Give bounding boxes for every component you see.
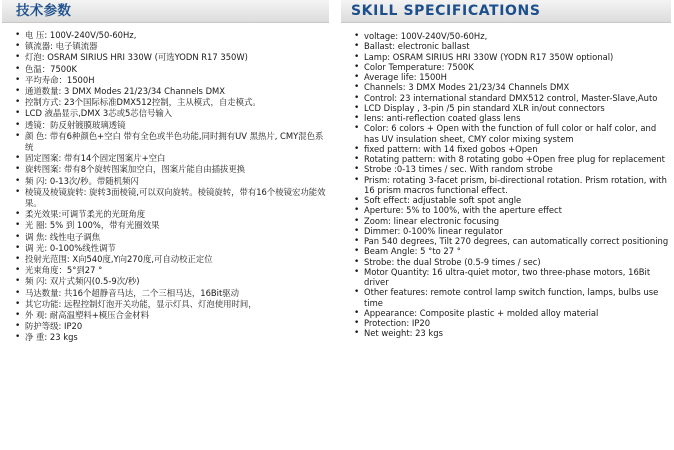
bullet-icon: • [354,174,360,185]
spec-item [14,176,329,187]
bullet-icon: • [15,153,21,164]
spec-item-text: 柔光效果:可调节柔光的光斑角度 [25,209,146,220]
bullet-icon: • [354,102,360,113]
spec-item-text: 调 光: 0-100%线性调节 [25,242,116,253]
spec-item [14,232,329,243]
spec-item-text: 旋转图案: 带有8个旋转图案加空白，图案片能自由插拔更换 [25,164,246,175]
bullet-icon: • [15,74,21,85]
bullet-icon: • [15,276,21,287]
spec-item-text: Color: 6 colors + Open with the function of full color or half color, and has UV insulation sheet, CMY color mixing system [364,123,657,144]
bullet-icon: • [15,298,21,309]
spec-item [14,209,329,220]
spec-item [14,108,329,119]
spec-item [14,187,329,209]
spec-item-text: LCD Display , 3-pin /5 pin standard XLR in/out connectors [364,102,605,113]
spec-item [353,246,671,256]
spec-item-text: Control: 23 international standard DMX512 control, Master-Slave,Auto [364,92,658,103]
bullet-icon: • [15,321,21,332]
spec-item [353,267,671,288]
spec-item [353,216,671,226]
spec-item-text: Zoom: linear electronic focusing [364,215,500,226]
bullet-icon: • [354,246,360,257]
bullet-icon: • [354,41,360,52]
spec-item-text: 通道数量: 3 DMX Modes 21/23/34 Channels DMX [25,86,225,97]
spec-item [353,195,671,205]
bullet-icon: • [354,154,360,164]
spec-item [14,265,329,276]
bullet-icon: • [15,175,21,186]
spec-item-text: 光 圈: 5% 到 100%，带有光圈效果 [25,220,160,231]
spec-item-text: Protection: IP20 [364,318,431,328]
bullet-icon: • [354,51,360,62]
spec-item-text: Prism: rotating 3-facet prism, bi-directional rotation. Prism rotation, with 16 prism macros functional effect. [364,174,667,195]
spec-item-text: 投射光范围: X向540度,Y向270度,可自动校正定位 [25,254,213,265]
spec-item [14,30,329,41]
spec-item-text: 平均寿命：1500H [25,74,95,85]
bullet-icon: • [354,236,360,246]
spec-item [14,131,329,153]
bullet-icon: • [354,72,360,82]
spec-item-text: Net weight: 23 kgs [364,328,443,339]
spec-item [353,93,671,103]
bullet-icon: • [15,86,21,97]
chinese-spec-list [2,30,329,344]
spec-item [14,75,329,86]
spec-item-text: Channels: 3 DMX Modes 21/23/34 Channels DMX [364,82,570,93]
spec-item [353,113,671,123]
spec-item-text: 灯泡: OSRAM SIRIUS HRI 330W (可选YODN R17 350W) [25,52,248,63]
spec-item-text: Appearance: Composite plastic + molded alloy material [364,307,599,318]
bullet-icon: • [15,231,21,242]
spec-item [353,257,671,267]
bullet-icon: • [354,205,360,216]
english-spec-list [341,31,671,339]
spec-item [353,123,671,144]
chinese-section-title: 技术参数 [2,0,329,23]
bullet-icon: • [15,108,21,119]
spec-item [353,308,671,318]
spec-item [14,220,329,231]
spec-item [353,175,671,196]
spec-item [353,287,671,308]
spec-item-text: 其它功能: 远程控制灯泡开关功能，显示灯具、灯泡使用时间， [25,298,257,309]
spec-item [14,321,329,332]
spec-item [14,310,329,321]
bullet-icon: • [354,113,360,123]
bullet-icon: • [354,256,360,267]
bullet-icon: • [354,287,360,298]
bullet-icon: • [15,130,21,141]
spec-item-text: 净 重: 23 kgs [25,332,78,343]
spec-item [353,31,671,41]
bullet-icon: • [354,215,360,226]
bullet-icon: • [15,310,21,321]
spec-item [14,164,329,175]
spec-item-text: voltage: 100V-240V/50-60Hz, [364,31,488,41]
spec-item-text: Motor Quantity: 16 ultra-quiet motor, two three-phase motors, 16Bit driver [364,266,651,287]
bullet-icon: • [15,287,21,298]
bullet-icon: • [15,242,21,253]
spec-item-text: 电 压: 100V-240V/50-60Hz, [25,30,137,40]
spec-item-text: Dimmer: 0-100% linear regulator [364,225,503,236]
bullet-icon: • [354,61,360,72]
spec-item-text: Other features: remote control lamp switch function, lamps, bulbs use time [364,287,659,308]
spec-item-text: 频 闪: 双片式频闪(0.5-9次/秒) [25,276,140,287]
bullet-icon: • [15,254,21,265]
spec-item-text: 频 闪: 0-13次/秒。带随机频闪 [25,175,139,186]
spec-item [353,52,671,62]
english-specifications-panel [341,0,671,339]
spec-item [353,41,671,51]
spec-item [353,144,671,154]
bullet-icon: • [354,266,360,277]
bullet-icon: • [354,31,360,41]
bullet-icon: • [354,195,360,205]
spec-item [353,318,671,328]
bullet-icon: • [15,41,21,52]
spec-item [14,243,329,254]
spec-item [353,62,671,72]
spec-item-text: Beam Angle: 5 °to 27 ° [364,246,461,257]
bullet-icon: • [15,63,21,74]
spec-item-text: 控制方式: 23个国际标准DMX512控制，主从模式，自走模式。 [25,97,261,108]
bullet-icon: • [354,143,360,154]
bullet-icon: • [15,220,21,231]
spec-item [14,64,329,75]
bullet-icon: • [354,307,360,318]
spec-item [14,52,329,63]
spec-item [353,72,671,82]
bullet-icon: • [15,52,21,63]
english-section-title: SKILL SPECIFICATIONS [341,0,671,23]
bullet-icon: • [15,209,21,220]
bullet-icon: • [15,97,21,108]
spec-item [353,103,671,113]
spec-item [14,276,329,287]
spec-item-text: Aperture: 5% to 100%, with the aperture effect [364,205,562,216]
spec-item-text: Strobe: the dual Strobe (0.5-9 times / sec) [364,256,541,267]
spec-item [353,205,671,215]
spec-item-text: 防护等级: IP20 [25,321,83,332]
chinese-specifications-panel [2,0,329,344]
spec-item-text: 光束角度：5°到27 ° [25,265,103,276]
spec-item-text: 色温：7500K [25,63,77,74]
spec-item [353,328,671,338]
bullet-icon: • [354,92,360,103]
spec-item-text: 调 焦: 线性电子调焦 [25,231,101,242]
spec-item [14,288,329,299]
spec-item-text: Strobe :0-13 times / sec. With random strobe [364,164,553,175]
spec-item-text: 棱镜及棱镜旋转: 旋转3面棱镜,可以双向旋转。棱镜旋转，带有16个棱镜宏功能效果。 [25,186,326,209]
bullet-icon: • [15,119,21,130]
spec-item [14,97,329,108]
spec-item-text: Pan 540 degrees, Tilt 270 degrees, can automatically correct positioning [364,236,669,246]
spec-item-text: Soft effect: adjustable soft spot angle [364,195,522,205]
spec-item-text: Average life: 1500H [364,72,447,82]
spec-item [353,236,671,246]
spec-item-text: 外 观: 耐高温塑料+模压合金材料 [25,310,150,321]
spec-item [353,82,671,92]
spec-item-text: Ballast: electronic ballast [364,41,470,52]
spec-item [14,332,329,343]
spec-item [14,254,329,265]
spec-item [14,299,329,310]
spec-item-text: LCD 液晶显示,DMX 3芯或5芯信号输入 [25,108,173,119]
bullet-icon: • [354,225,360,236]
spec-item-text: 颜 色: 带有6种颜色+空白 带有全色或半色功能,同时拥有UV 黑热片, CMY混色系统 [25,130,324,153]
spec-item-text: Color Temperature: 7500K [364,61,474,72]
spec-item-text: Rotating pattern: with 8 rotating gobo +Open free plug for replacement [364,154,665,164]
spec-item [353,164,671,174]
spec-item [14,41,329,52]
bullet-icon: • [15,332,21,343]
spec-item-text: 固定图案: 带有14个固定图案片+空白 [25,153,166,164]
bullet-icon: • [354,164,360,175]
spec-item [14,153,329,164]
bullet-icon: • [15,30,21,40]
bullet-icon: • [354,328,360,339]
spec-item-text: 镇流器: 电子镇流器 [25,41,98,52]
spec-item [14,86,329,97]
spec-item [353,154,671,164]
spec-item-text: 马达数量: 共16个超静音马达，二个三相马达，16Bit驱动 [25,287,240,298]
spec-item [14,120,329,131]
bullet-icon: • [15,186,21,197]
bullet-icon: • [15,265,21,276]
bullet-icon: • [354,82,360,93]
spec-item-text: 透镜：防反射镀膜玻璃透镜 [25,119,126,130]
spec-item-text: lens: anti-reflection coated glass lens [364,113,521,123]
bullet-icon: • [354,318,360,328]
spec-item-text: fixed pattern: with 14 fixed gobos +Open [364,143,538,154]
bullet-icon: • [354,123,360,134]
bullet-icon: • [15,164,21,175]
spec-item [353,226,671,236]
spec-item-text: Lamp: OSRAM SIRIUS HRI 330W (YODN R17 350W optional) [364,51,614,62]
